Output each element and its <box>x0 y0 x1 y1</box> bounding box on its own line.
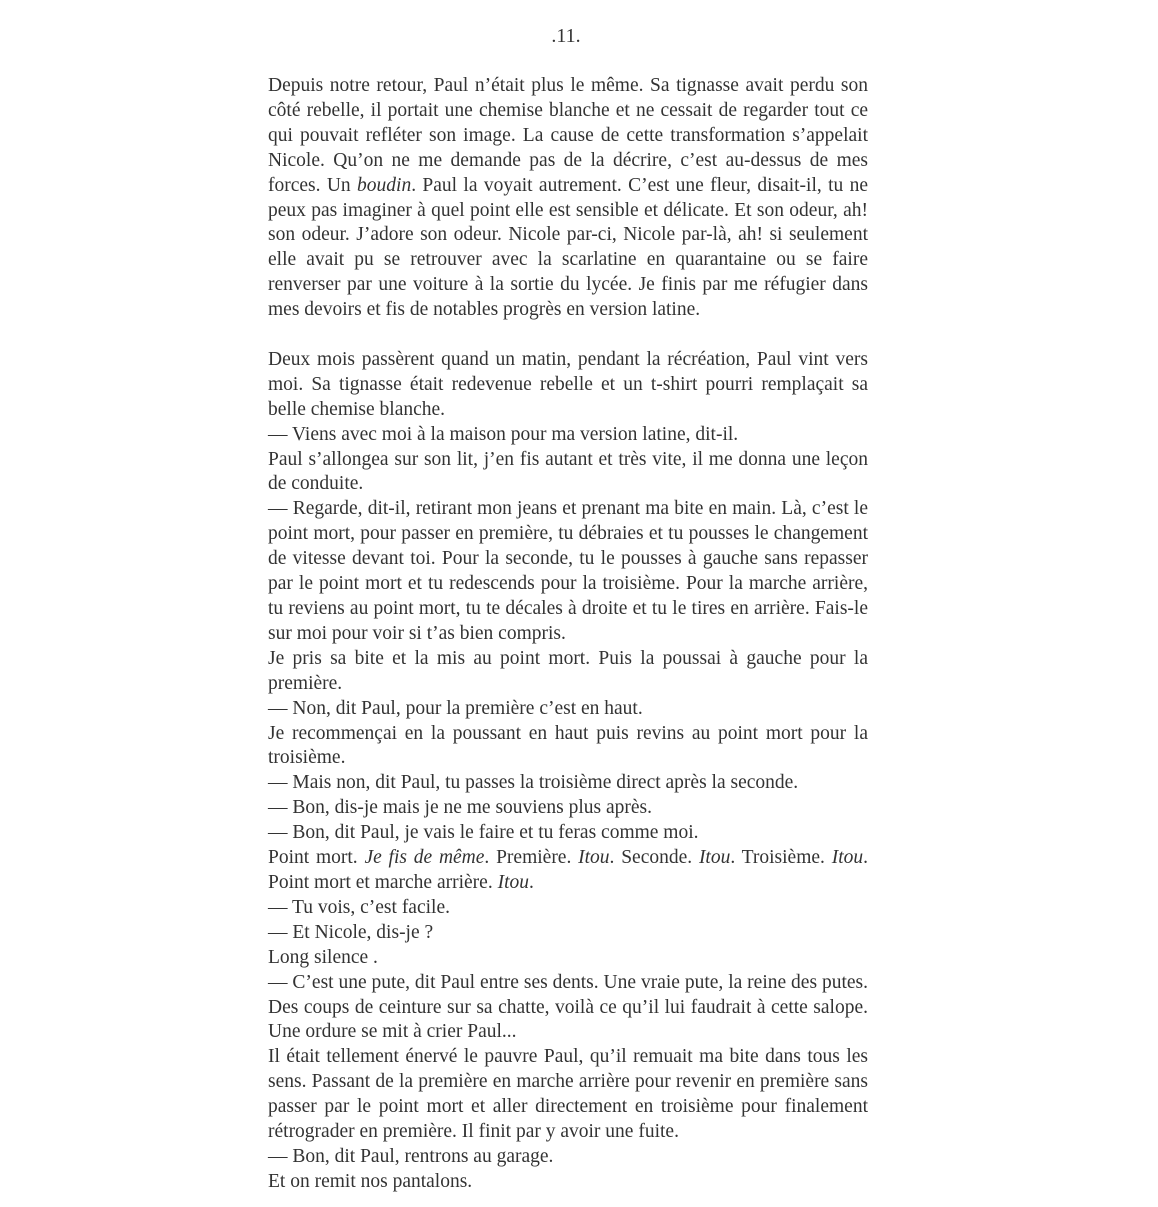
paragraph-spacer <box>268 323 868 348</box>
narration-line: Et on remit nos pantalons. <box>268 1170 473 1192</box>
dialogue-line: — Bon, dit Paul, je vais le faire et tu feras comme moi. <box>268 822 699 844</box>
dialogue-line: — Bon, dit Paul, rentrons au garage. <box>268 1145 554 1167</box>
narration-text: . Seconde. <box>609 847 699 869</box>
narration-line: Je recommençai en la poussant en haut puis revins au point mort pour la troisième. <box>268 722 868 769</box>
dialogue-line: — Mais non, dit Paul, tu passes la troisième direct après la seconde. <box>268 772 799 794</box>
dialogue-line: — Viens avec moi à la maison pour ma version latine, dit-il. <box>268 423 739 445</box>
narration-text: . Troisième. <box>730 847 832 869</box>
narration-text: . Première. <box>484 847 579 869</box>
dialogue-line: — Regarde, dit-il, retirant mon jeans et prenant ma bite en main. Là, c’est le point mort, pour passer en première, tu débraies et tu pousses le changement de vitesse devant toi. Pour la seconde, tu le pousses à gauche sans repasser par le point mort et tu redescends pour la troisième. Pour la marche arrière, tu reviens au point mort, tu te décales à droite et tu le tires en arrière. Fais-le sur moi pour voir si t’as bien compris. <box>268 498 868 644</box>
narration-line: Il était tellement énervé le pauvre Paul, qu’il remuait ma bite dans tous les sens. Passant de la première en marche arrière pour revenir en première sans passer par le point mort et aller directement en troisième pour finalement rétrograder en première. Il finit par y avoir une fuite. <box>268 1046 868 1143</box>
narration-text: Point mort. <box>268 847 365 869</box>
paragraph-intro: Deux mois passèrent quand un matin, pendant la récréation, Paul vint vers moi. Sa tignasse était redevenue rebelle et un t-shirt pourri remplaçait sa belle chemise blanche. <box>268 348 868 420</box>
text-column <box>268 74 868 1195</box>
emphasis-text: boudin <box>357 174 412 196</box>
paragraph-text: Depuis notre retour, Paul n’était plus le même. Sa tignasse avait perdu son côté rebelle, il portait une chemise blanche et ne cessait de regarder tout ce qui pouvait refléter son image. La cause de cette transformation s’appelait Nicole. Qu’on ne me demande pas de la décrire, c’est au-dessus de mes forces. Un <box>268 75 868 196</box>
emphasis-text: Itou <box>698 847 731 869</box>
narration-line-italic-mix <box>268 846 868 896</box>
dialogue-line: — Bon, dis-je mais je ne me souviens plus après. <box>268 797 652 819</box>
narration-text: . <box>529 871 534 893</box>
narration-text: . Point mort et marche arrière. <box>268 847 868 893</box>
emphasis-text: Itou <box>831 847 864 869</box>
paragraph-return <box>268 74 868 323</box>
paragraph-text: . Paul la voyait autrement. C’est une fleur, disait-il, tu ne peux pas imaginer à quel point elle est sensible et délicate. Et son odeur, ah! son odeur. J’adore son odeur. Nicole par-ci, Nicole par-là, ah! si seulement elle avait pu se retrouver avec la scarlatine en quarantaine ou se faire renverser par une voiture à la sortie du lycée. Je finis par me réfugier dans mes devoirs et fis de notables progrès en version latine. <box>268 174 869 321</box>
narration-line: Je pris sa bite et la mis au point mort. Puis la poussai à gauche pour la première. <box>268 647 868 694</box>
dialogue-line: — Et Nicole, dis-je ? <box>268 921 434 943</box>
emphasis-text: Je fis de même <box>364 847 485 869</box>
narration-line: Paul s’allongea sur son lit, j’en fis autant et très vite, il me donna une leçon de conduite. <box>268 448 868 495</box>
dialogue-line: — C’est une pute, dit Paul entre ses dents. Une vraie pute, la reine des putes. Des coups de ceinture sur sa chatte, voilà ce qu’il lui faudrait à cette salope. Une ordure se mit à crier Paul... <box>268 971 868 1043</box>
dialogue-line: — Non, dit Paul, pour la première c’est en haut. <box>268 697 643 719</box>
narration-line: Long silence . <box>268 946 378 968</box>
emphasis-text: Itou <box>578 847 610 869</box>
page-number: .11. <box>551 25 581 47</box>
dialogue-line: — Tu vois, c’est facile. <box>268 896 450 918</box>
emphasis-text: Itou <box>497 871 529 893</box>
